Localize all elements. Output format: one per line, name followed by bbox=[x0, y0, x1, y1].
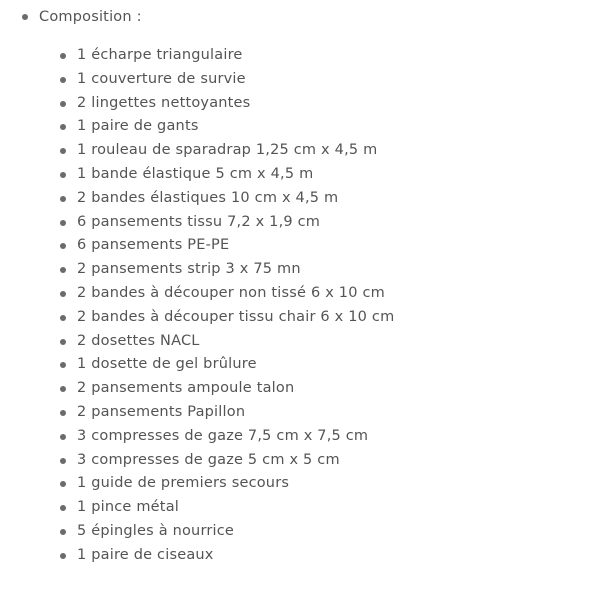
list-item bbox=[0, 258, 394, 282]
list-item bbox=[0, 353, 394, 377]
bullet-icon bbox=[60, 291, 66, 297]
list-item-text: 1 bande élastique 5 cm x 4,5 m bbox=[77, 165, 314, 182]
bullet-icon bbox=[60, 77, 66, 83]
list-item bbox=[0, 163, 394, 187]
bullet-icon bbox=[60, 529, 66, 535]
bullet-icon bbox=[60, 243, 66, 249]
composition-heading-item bbox=[0, 6, 142, 28]
list-item bbox=[0, 115, 394, 139]
bullet-icon bbox=[60, 458, 66, 464]
list-item bbox=[0, 306, 394, 330]
list-item bbox=[0, 330, 394, 354]
list-item bbox=[0, 377, 394, 401]
list-item-text: 3 compresses de gaze 7,5 cm x 7,5 cm bbox=[77, 427, 369, 444]
bullet-icon bbox=[60, 386, 66, 392]
list-item-text: 2 bandes à découper non tissé 6 x 10 cm bbox=[77, 284, 385, 301]
list-item bbox=[0, 139, 394, 163]
list-item-text: 1 rouleau de sparadrap 1,25 cm x 4,5 m bbox=[77, 142, 378, 159]
list-item bbox=[0, 282, 394, 306]
list-item bbox=[0, 496, 394, 520]
list-item bbox=[0, 544, 394, 568]
list-item-text: 6 pansements tissu 7,2 x 1,9 cm bbox=[77, 213, 321, 230]
list-item-text: 6 pansements PE-PE bbox=[77, 237, 230, 254]
bullet-icon bbox=[60, 172, 66, 178]
list-item bbox=[0, 92, 394, 116]
bullet-icon bbox=[22, 14, 28, 20]
bullet-icon bbox=[60, 124, 66, 130]
bullet-icon bbox=[60, 267, 66, 273]
list-item bbox=[0, 472, 394, 496]
list-item bbox=[0, 520, 394, 544]
list-item-text: 2 lingettes nettoyantes bbox=[77, 94, 251, 111]
composition-list bbox=[0, 6, 142, 28]
list-item bbox=[0, 44, 394, 68]
composition-items-list bbox=[0, 44, 394, 568]
bullet-icon bbox=[60, 339, 66, 345]
bullet-icon bbox=[60, 434, 66, 440]
list-item-text: 1 paire de ciseaux bbox=[77, 546, 214, 563]
bullet-icon bbox=[60, 505, 66, 511]
bullet-icon bbox=[60, 148, 66, 154]
list-item-text: 2 pansements ampoule talon bbox=[77, 380, 295, 397]
composition-heading: Composition : bbox=[39, 9, 142, 25]
list-item-text: 3 compresses de gaze 5 cm x 5 cm bbox=[77, 451, 340, 468]
list-item bbox=[0, 187, 394, 211]
list-item bbox=[0, 68, 394, 92]
list-item-text: 2 pansements Papillon bbox=[77, 403, 246, 420]
bullet-icon bbox=[60, 220, 66, 226]
list-item bbox=[0, 449, 394, 473]
list-item bbox=[0, 211, 394, 235]
bullet-icon bbox=[60, 362, 66, 368]
bullet-icon bbox=[60, 315, 66, 321]
bullet-icon bbox=[60, 101, 66, 107]
list-item-text: 2 bandes à découper tissu chair 6 x 10 cm bbox=[77, 308, 395, 325]
list-item-text: 1 dosette de gel brûlure bbox=[77, 356, 257, 373]
list-item bbox=[0, 401, 394, 425]
list-item-text: 1 couverture de survie bbox=[77, 70, 246, 87]
bullet-icon bbox=[60, 196, 66, 202]
list-item-text: 1 écharpe triangulaire bbox=[77, 47, 243, 63]
list-item-text: 1 guide de premiers secours bbox=[77, 475, 290, 492]
list-item-text: 2 bandes élastiques 10 cm x 4,5 m bbox=[77, 189, 339, 206]
bullet-icon bbox=[60, 553, 66, 559]
list-item-text: 1 paire de gants bbox=[77, 118, 199, 135]
bullet-icon bbox=[60, 53, 66, 59]
list-item-text: 2 dosettes NACL bbox=[77, 332, 200, 349]
list-item bbox=[0, 234, 394, 258]
bullet-icon bbox=[60, 410, 66, 416]
list-item bbox=[0, 425, 394, 449]
list-item-text: 5 épingles à nourrice bbox=[77, 522, 235, 539]
list-item-text: 1 pince métal bbox=[77, 499, 180, 516]
list-item-text: 2 pansements strip 3 x 75 mn bbox=[77, 261, 301, 278]
bullet-icon bbox=[60, 481, 66, 487]
